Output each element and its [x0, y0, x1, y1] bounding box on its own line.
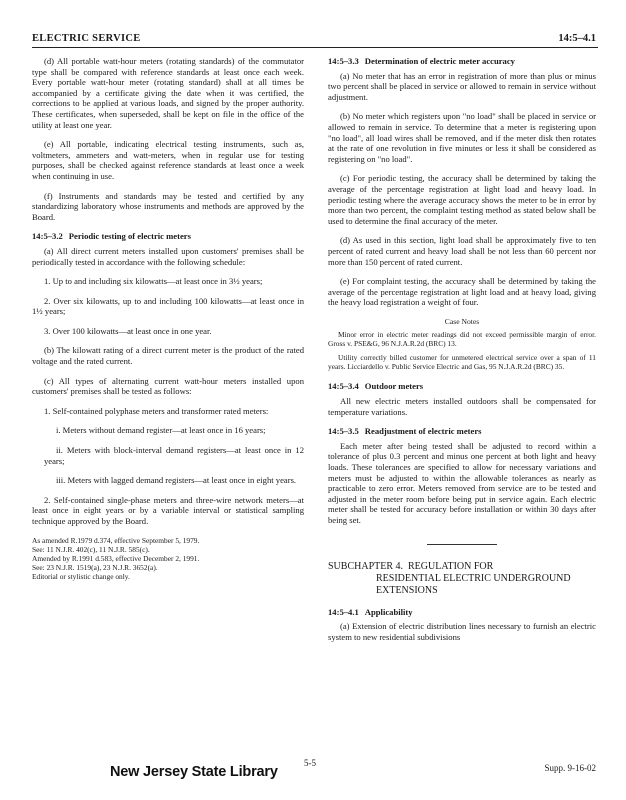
section-title: Periodic testing of electric meters	[68, 231, 191, 242]
history-line: As amended R.1979 d.374, effective September 5, 1979.	[32, 535, 200, 545]
paragraph-3-3-c: (c) For periodic testing, the accuracy shall be determined by taking the average of the percentage registration at light load and heavy load. In periodic testing where the average accuracy shows the meter to be in error by more than two percent, the complaint testing method as stated below shall be used to determine the final accuracy of the meter.	[328, 173, 596, 226]
paragraph-3-3-e: (e) For complaint testing, the accuracy shall be determined by taking the average of the percentage registration at light load and at heavy load, giving the heavy load registration a weight of four.	[328, 276, 596, 308]
section-number: 14:5–3.2	[32, 231, 63, 242]
running-header-title: ELECTRIC SERVICE	[32, 33, 141, 44]
section-title: Applicability	[364, 606, 413, 617]
right-column	[328, 56, 596, 651]
schedule-item-1: 1. Up to and including six kilowatts—at least once in 3½ years;	[44, 276, 263, 287]
paragraph-e: (e) All portable, indicating electrical testing instruments, such as, voltmeters, ammeters and watt-meters, when in regular use for testing purposes, shall be checked against reference standards at least once a week when continuing in use.	[32, 139, 304, 181]
paragraph-3-4: All new electric meters installed outdoors shall be compensated for temperature variations.	[328, 396, 596, 417]
running-header-section: 14:5–4.1	[558, 33, 596, 44]
paragraph-3-3-b: (b) No meter which registers upon "no load" shall be placed in service or allowed to remain in service. To determine that a meter is registering upon "no load", all load wires shall be removed, and if the meter disk then rotates at the rate of one revolution in five minutes or less it shall be considered as registering on "no load".	[328, 111, 596, 164]
library-stamp: New Jersey State Library	[110, 764, 278, 780]
ac-item-1: 1. Self-contained polyphase meters and transformer rated meters:	[44, 405, 269, 416]
paragraph-f: (f) Instruments and standards may be tested and certified by any standardizing laboratory whose instruments and methods are approved by the Board.	[32, 190, 304, 222]
section-heading-3-3	[328, 56, 596, 67]
paragraph-3-5: Each meter after being tested shall be adjusted to record within a tolerance of plus 0.3 percent and minus one percent at both light and heavy loads. These tolerances are specified to allow for necessary variations and meters must be adjusted to within the allowable tolerances as nearly as practicable to zero error. Meters removed from service are to be tested and adjusted in the meter room before being put in service again. Each electric meter shall be tested for accuracy before installation or within 30 days after being set.	[328, 440, 596, 525]
section-number: 14:5–3.4	[328, 381, 359, 392]
subchapter-title-line: EXTENSIONS	[376, 584, 438, 596]
paragraph-3-3-a: (a) No meter that has an error in registration of more than plus or minus two percent shall be placed in service or allowed to remain in service without adjustment.	[328, 70, 596, 102]
history-line: See: 23 N.J.R. 1519(a), 23 N.J.R. 3652(a).	[32, 562, 158, 572]
section-title: Readjustment of electric meters	[364, 426, 482, 437]
ac-item-1-ii: ii. Meters with block-interval demand registers—at least once in 12 years;	[44, 445, 304, 466]
subchapter-title-line: RESIDENTIAL ELECTRIC UNDERGROUND	[376, 572, 571, 584]
section-heading-3-4	[328, 381, 596, 392]
paragraph-3-2-b: (b) The kilowatt rating of a direct current meter is the product of the rated voltage and the rated current.	[32, 345, 304, 367]
paragraph-3-2-c: (c) All types of alternating current watt-hour meters installed upon customers' premises shall be tested as follows:	[32, 375, 304, 397]
subchapter-title-line: REGULATION FOR	[408, 560, 494, 572]
history-line: Editorial or stylistic change only.	[32, 571, 130, 581]
paragraph-3-3-d: (d) As used in this section, light load shall be approximately five to ten percent of rated current and heavy load shall be not less than 60 percent nor more than 150 percent of rated current.	[328, 235, 596, 267]
section-heading-4-1	[328, 607, 596, 618]
supplement-date: Supp. 9-16-02	[544, 763, 596, 773]
section-number: 14:5–4.1	[328, 606, 359, 617]
subchapter-heading	[328, 561, 596, 597]
history-line: See: 11 N.J.R. 402(c), 11 N.J.R. 585(c).	[32, 544, 150, 554]
schedule-item-2: 2. Over six kilowatts, up to and including 100 kilowatts—at least once in 1½ years;	[32, 295, 304, 317]
case-note: Minor error in electric meter readings did not exceed permissible margin of error. Gross v. PSE&G, 96 N.J.A.R.2d (BRC) 13.	[328, 330, 596, 349]
ac-item-2: 2. Self-contained single-phase meters and three-wire network meters—at least once in eight years or by a variable interval or statistical sampling technique approved by the Board.	[32, 494, 304, 526]
case-notes-heading: Case Notes	[444, 316, 480, 326]
section-heading-3-5	[328, 426, 596, 437]
paragraph-4-1-a: (a) Extension of electric distribution lines necessary to furnish an electric system to new residential subdivisions	[328, 621, 596, 642]
history-notes	[32, 536, 304, 581]
ac-item-1-iii: iii. Meters with lagged demand registers—at least once in eight years.	[56, 475, 297, 486]
schedule-item-3: 3. Over 100 kilowatts—at least once in one year.	[44, 325, 212, 336]
section-number: 14:5–3.3	[328, 56, 359, 66]
subchapter-label: SUBCHAPTER 4.	[328, 560, 404, 572]
section-title: Determination of electric meter accuracy	[364, 56, 515, 66]
section-number: 14:5–3.5	[328, 426, 359, 437]
section-heading-3-2	[32, 231, 304, 242]
section-divider	[427, 544, 497, 545]
header-rule	[32, 47, 598, 48]
paragraph-d: (d) All portable watt-hour meters (rotating standards) of the commutator type shall be compared with reference standards at least once each week. Every portable watt-hour meter (rotating standard) shall at all times be accompanied by a certificate giving the date when it was certified, the corrections to be applied at various loads, and signed by the proper authority. These certificates, when superseded, shall be kept on file in the office of the utility at least one year.	[32, 56, 304, 130]
ac-item-1-i: i. Meters without demand register—at least once in 16 years;	[56, 425, 266, 436]
paragraph-3-2-a: (a) All direct current meters installed upon customers' premises shall be periodically tested in accordance with the following schedule:	[32, 245, 304, 267]
case-note: Utility correctly billed customer for unmetered electrical service over a span of 11 years. Licciardello v. Public Service Electric and Gas, 95 N.J.A.R.2d (BRC) 35.	[328, 353, 596, 372]
left-column	[32, 56, 304, 581]
history-line: Amended by R.1991 d.583, effective December 2, 1991.	[32, 553, 200, 563]
page-number: 5-5	[304, 758, 316, 768]
section-title: Outdoor meters	[364, 381, 424, 392]
